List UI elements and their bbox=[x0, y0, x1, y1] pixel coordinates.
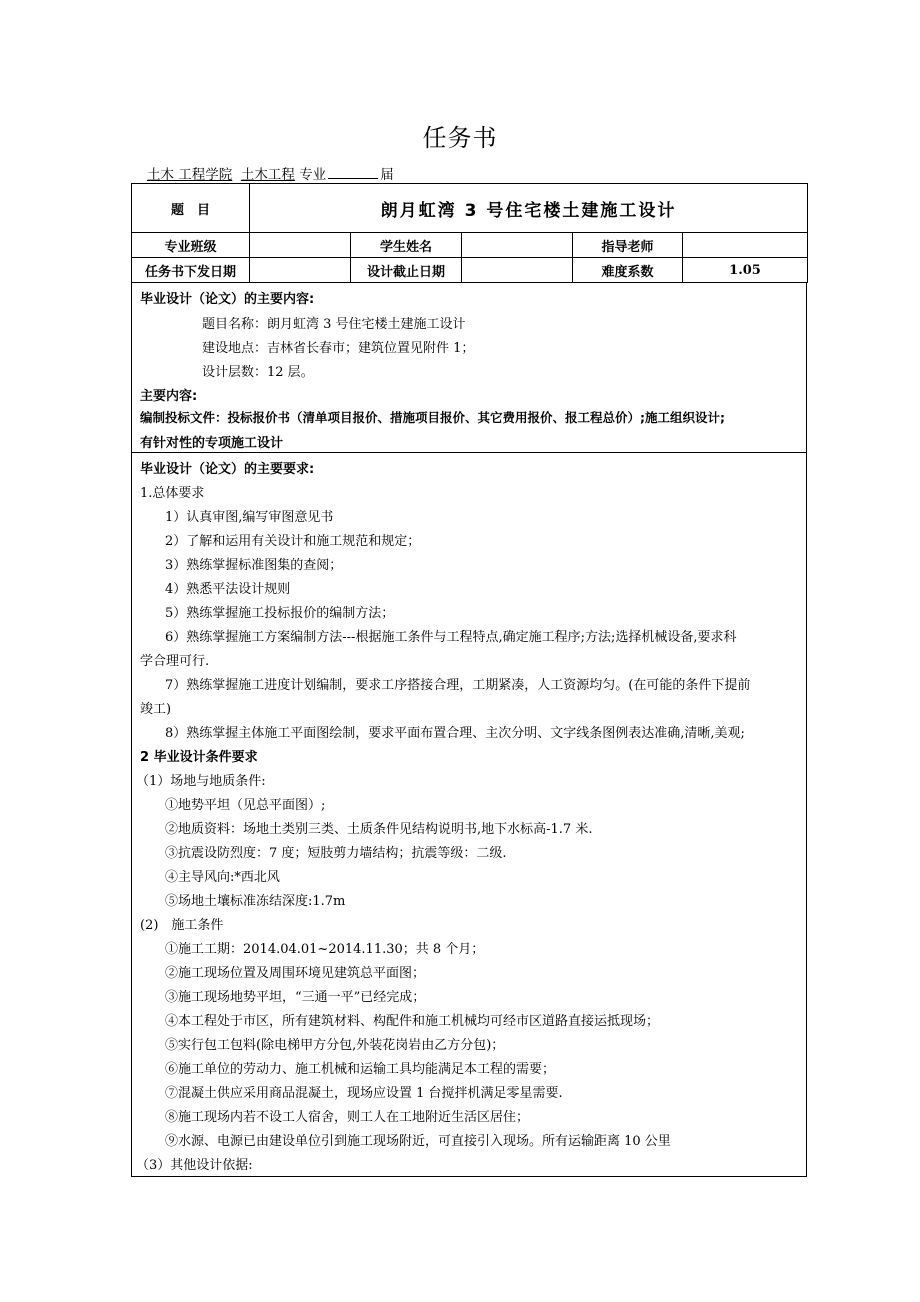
content-item: 设计层数：12 层。 bbox=[202, 365, 314, 380]
header-table bbox=[131, 183, 808, 283]
construction-item: ⑨水源、电源已由建设单位引到施工现场附近，可直接引入现场。所有运输距离 10 公里 bbox=[165, 1134, 671, 1149]
content-item: 建设地点：吉林省长春市；建筑位置见附件 1； bbox=[202, 341, 475, 356]
session-blank bbox=[328, 166, 378, 179]
other-heading: （3）其他设计依据: bbox=[136, 1158, 253, 1173]
class-label: 专业班级 bbox=[132, 233, 250, 258]
construction-item: ⑦混凝土供应采用商品混凝土，现场应设置 1 台搅拌机满足零星需要. bbox=[165, 1086, 563, 1101]
content-item: 题目名称：朗月虹湾 3 号住宅楼土建施工设计 bbox=[202, 317, 466, 332]
major-suffix: 专业 bbox=[299, 167, 327, 183]
class-value bbox=[250, 233, 351, 258]
main-content-line: 有针对性的专项施工设计 bbox=[140, 436, 284, 451]
general-item: 5）熟练掌握施工投标报价的编制方法； bbox=[165, 606, 395, 621]
requirements-section bbox=[131, 453, 807, 1177]
general-item: 8）熟练掌握主体施工平面图绘制，要求平面布置合理、主次分明、文字线条图例表达准确,清晰,美观; bbox=[165, 726, 745, 741]
issue-date-label: 任务书下发日期 bbox=[132, 258, 250, 283]
advisor-label: 指导老师 bbox=[573, 233, 683, 258]
site-item: ①地势平坦（见总平面图）; bbox=[165, 798, 326, 813]
construction-item: ①施工工期：2014.04.01~2014.11.30；共 8 个月； bbox=[165, 942, 485, 957]
site-item: ③抗震设防烈度：7 度；短肢剪力墙结构；抗震等级：二级. bbox=[165, 846, 507, 861]
site-item: ⑤场地土壤标准冻结深度:1.7m bbox=[165, 894, 346, 909]
major-name: 土木工程 bbox=[240, 167, 295, 183]
construction-item: ⑤实行包工包料(除电梯甲方分包,外装花岗岩由乙方分包)； bbox=[165, 1038, 505, 1053]
construction-item: ⑧施工现场内若不设工人宿舍，则工人在工地附近生活区居住； bbox=[165, 1110, 530, 1125]
deadline-label: 设计截止日期 bbox=[351, 258, 462, 283]
construction-item: ④本工程处于市区，所有建筑材料、构配件和施工机械均可经市区道路直接运抵现场； bbox=[165, 1014, 660, 1029]
advisor-value bbox=[683, 233, 808, 258]
main-content-line: 编制投标文件：投标报价书（清单项目报价、措施项目报价、其它费用报价、报工程总价）;施工组织设计; bbox=[140, 410, 725, 425]
content-heading: 毕业设计（论文）的主要内容: bbox=[140, 292, 315, 307]
difficulty-label: 难度系数 bbox=[573, 258, 683, 283]
construction-item: ②施工现场位置及周围环境见建筑总平面图； bbox=[165, 966, 426, 981]
general-item: 6）熟练掌握施工方案编制方法---根据施工条件与工程特点,确定施工程序;方法;选择机械设备,要求科 bbox=[165, 630, 737, 645]
site-item: ④主导风向:*西北风 bbox=[165, 870, 280, 885]
general-heading: 1.总体要求 bbox=[140, 486, 205, 501]
general-item: 2）了解和运用有关设计和施工规范和规定； bbox=[165, 534, 421, 549]
construction-heading: (2) 施工条件 bbox=[140, 918, 224, 933]
content-section bbox=[131, 282, 807, 453]
general-item-continued: 竣工) bbox=[140, 702, 172, 717]
session-suffix: 届 bbox=[380, 167, 394, 183]
college-name: 土木 工程学院 bbox=[147, 167, 233, 183]
document-title: 任务书 bbox=[422, 124, 498, 152]
difficulty-value: 1.05 bbox=[683, 258, 808, 283]
general-item: 1）认真审图,编写审图意见书 bbox=[165, 510, 334, 525]
general-item-continued: 学合理可行. bbox=[140, 654, 210, 669]
student-label: 学生姓名 bbox=[351, 233, 462, 258]
construction-item: ③施工现场地势平坦，“三通一平”已经完成； bbox=[165, 990, 426, 1005]
site-heading: （1）场地与地质条件: bbox=[136, 774, 266, 789]
requirements-heading: 毕业设计（论文）的主要要求: bbox=[140, 462, 315, 477]
issue-date-value bbox=[250, 258, 351, 283]
general-item: 4）熟悉平法设计规则 bbox=[165, 582, 291, 597]
deadline-value bbox=[462, 258, 573, 283]
conditions-heading: 2 毕业设计条件要求 bbox=[140, 750, 258, 765]
construction-item: ⑥施工单位的劳动力、施工机械和运输工具均能满足本工程的需要； bbox=[165, 1062, 556, 1077]
topic-label: 题 目 bbox=[132, 184, 250, 233]
general-item: 7）熟练掌握施工进度计划编制，要求工序搭接合理，工期紧凑，人工资源均匀。(在可能的条件下提前 bbox=[165, 678, 751, 693]
site-item: ②地质资料：场地土类别三类、土质条件见结构说明书,地下水标高-1.7 米. bbox=[165, 822, 593, 837]
college-major-line bbox=[147, 163, 394, 183]
general-item: 3）熟练掌握标准图集的查阅； bbox=[165, 558, 343, 573]
topic-value: 朗月虹湾 3 号住宅楼土建施工设计 bbox=[250, 184, 808, 233]
main-content-heading: 主要内容: bbox=[140, 389, 198, 404]
student-value bbox=[462, 233, 573, 258]
